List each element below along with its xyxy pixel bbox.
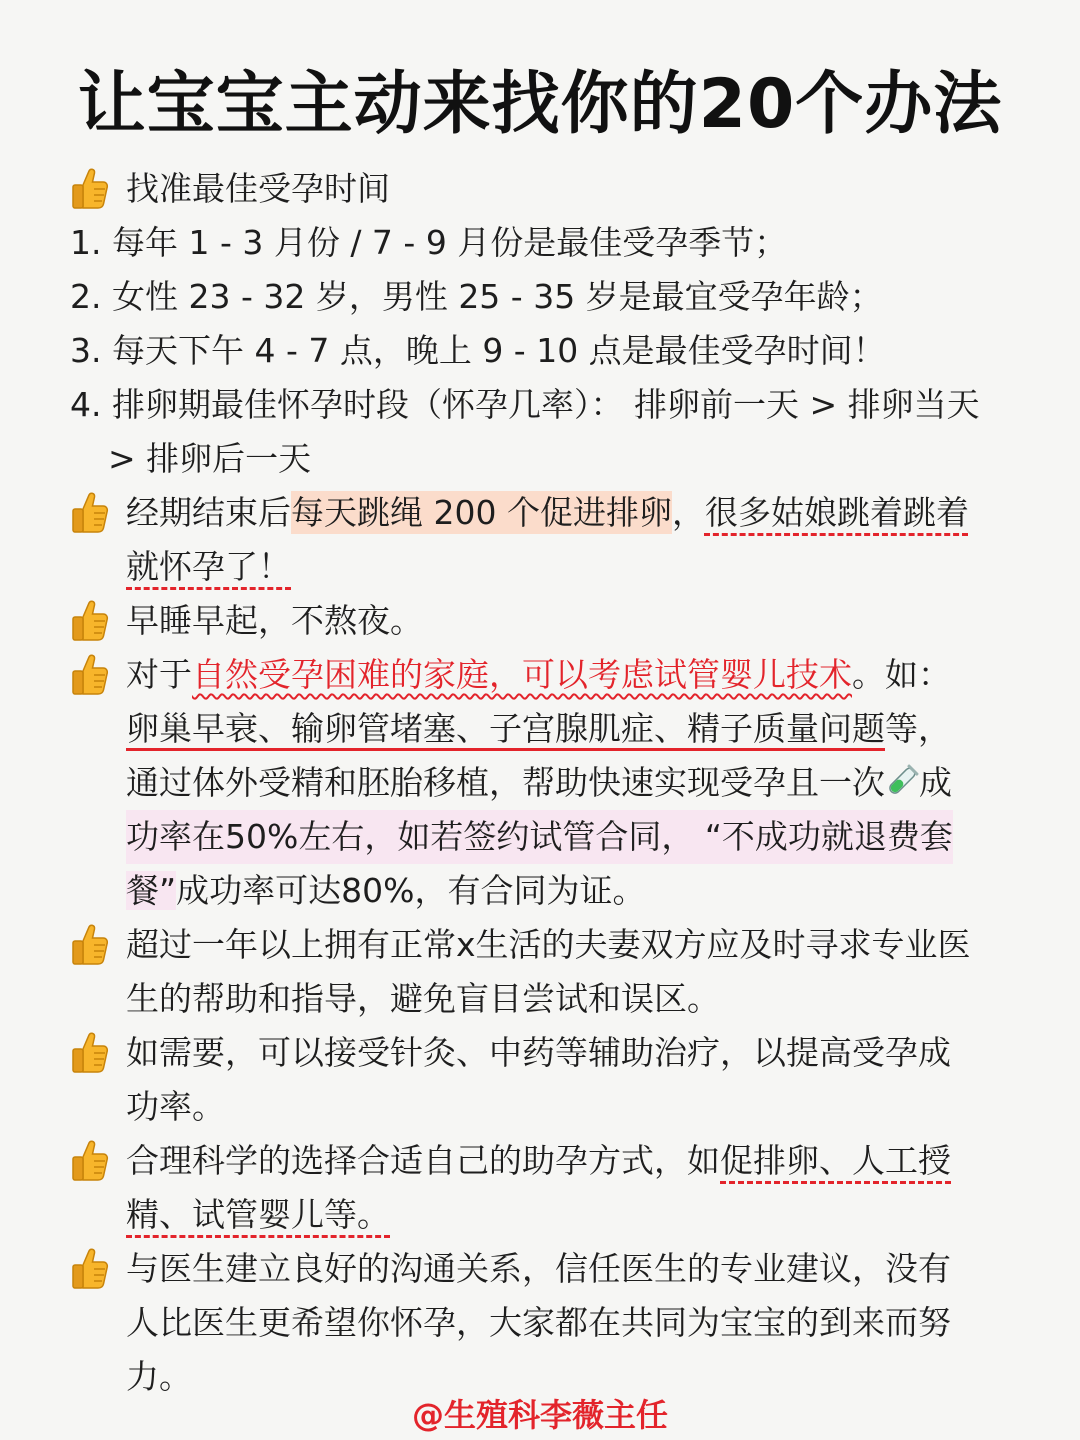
dashed-underline-text: 精、试管婴儿等。 <box>126 1195 390 1234</box>
list-item <box>0 324 1080 378</box>
paragraph-text <box>126 1188 390 1242</box>
list-item <box>0 270 1080 324</box>
dashed-underline-text: 促排卵、人工授 <box>720 1141 951 1180</box>
list-item-text: 3. 每天下午 4 - 7 点，晚上 9 - 10 点是最佳受孕时间！ <box>70 331 886 370</box>
thumbs-up-icon <box>70 491 110 535</box>
text-run: 合理科学的选择合适自己的助孕方式，如 <box>126 1141 720 1180</box>
list-item-text: > 排卵后一天 <box>108 439 312 478</box>
paragraph-text <box>126 648 951 702</box>
paragraph-text <box>126 756 952 810</box>
paragraph-text <box>126 864 645 918</box>
paragraph-line <box>0 972 1080 1026</box>
dashed-underline-text: 很多姑娘跳着跳着 <box>704 493 969 532</box>
section-heading <box>0 162 1080 216</box>
page-title: 让宝宝主动来找你的20个办法 <box>77 65 1003 144</box>
paragraph-text: 早睡早起，不熬夜。 <box>126 601 423 640</box>
paragraph-line <box>0 756 1080 810</box>
paragraph-line <box>0 1242 1080 1296</box>
highlighted-text: 每天跳绳 200 个促进排卵 <box>291 493 672 532</box>
list-item-text: 4. 排卵期最佳怀孕时段（怀孕几率）： 排卵前一天 > 排卵当天 <box>70 385 980 424</box>
list-item-continuation <box>0 432 1080 486</box>
paragraph-line <box>0 1080 1080 1134</box>
paragraph-line <box>0 1134 1080 1188</box>
list-item <box>0 216 1080 270</box>
text-run: ， <box>671 493 705 532</box>
thumbs-up-icon <box>70 923 110 967</box>
thumbs-up-icon <box>70 599 110 643</box>
paragraph-text: 人比医生更希望你怀孕，大家都在共同为宝宝的到来而努 <box>126 1303 951 1342</box>
paragraph-line <box>0 918 1080 972</box>
underlined-text: 卵巢早衰、输卵管堵塞、子宫腺肌症、精子质量问题 <box>126 709 885 748</box>
paragraph-line <box>0 648 1080 702</box>
text-run: 对于 <box>126 655 192 694</box>
list-item-text: 1. 每年 1 - 3 月份 / 7 - 9 月份是最佳受孕季节； <box>70 223 788 262</box>
thumbs-up-icon <box>70 653 110 697</box>
paragraph-text: 超过一年以上拥有正常x生活的夫妻双方应及时寻求专业医 <box>126 925 971 964</box>
paragraph-line <box>0 1296 1080 1350</box>
highlighted-text: 功率在50%左右，如若签约试管合同， “不成功就退费套 <box>126 810 953 864</box>
red-wavy-text: 自然受孕困难的家庭，可以考虑试管婴儿技术 <box>192 655 852 694</box>
text-run: 经期结束后 <box>126 493 291 532</box>
paragraph-line <box>0 540 1080 594</box>
paragraph-line <box>0 1026 1080 1080</box>
test-tube-icon <box>885 764 919 798</box>
paragraph-text: 力。 <box>126 1357 192 1396</box>
paragraph-text <box>126 486 969 540</box>
thumbs-up-icon <box>70 1031 110 1075</box>
text-run: 通过体外受精和胚胎移植，帮助快速实现受孕且一次 <box>126 763 885 802</box>
list-item-text: 2. 女性 23 - 32 岁，男性 25 - 35 岁是最宜受孕年龄； <box>70 277 883 316</box>
heading-text: 找准最佳受孕时间 <box>126 169 390 208</box>
paragraph-line <box>0 702 1080 756</box>
paragraph-text: 功率。 <box>126 1087 225 1126</box>
thumbs-up-icon <box>70 167 110 211</box>
section-sleep <box>0 594 1080 648</box>
paragraph-text: 与医生建立良好的沟通关系，信任医生的专业建议，没有 <box>126 1249 951 1288</box>
dashed-underline-text: 就怀孕了！ <box>126 547 291 586</box>
paragraph-line <box>0 486 1080 540</box>
text-run: 成 <box>919 763 952 802</box>
list-item <box>0 378 1080 432</box>
author-signature: @生殖科李薇主任 <box>411 1396 668 1434</box>
paragraph-line <box>0 1188 1080 1242</box>
paragraph-line <box>0 810 1080 864</box>
thumbs-up-icon <box>70 1247 110 1291</box>
text-run: 成功率可达80%，有合同为证。 <box>176 871 646 910</box>
text-run: 等， <box>885 709 951 748</box>
text-run: 。如： <box>852 655 951 694</box>
paragraph-line <box>0 864 1080 918</box>
paragraph-text <box>126 540 291 594</box>
paragraph-text <box>126 1134 951 1188</box>
paragraph-text <box>126 702 951 756</box>
thumbs-up-icon <box>70 1139 110 1183</box>
paragraph-text: 生的帮助和指导，避免盲目尝试和误区。 <box>126 979 720 1018</box>
highlighted-text: 餐” <box>126 871 177 910</box>
paragraph-text: 如需要，可以接受针灸、中药等辅助治疗，以提高受孕成 <box>126 1033 951 1072</box>
